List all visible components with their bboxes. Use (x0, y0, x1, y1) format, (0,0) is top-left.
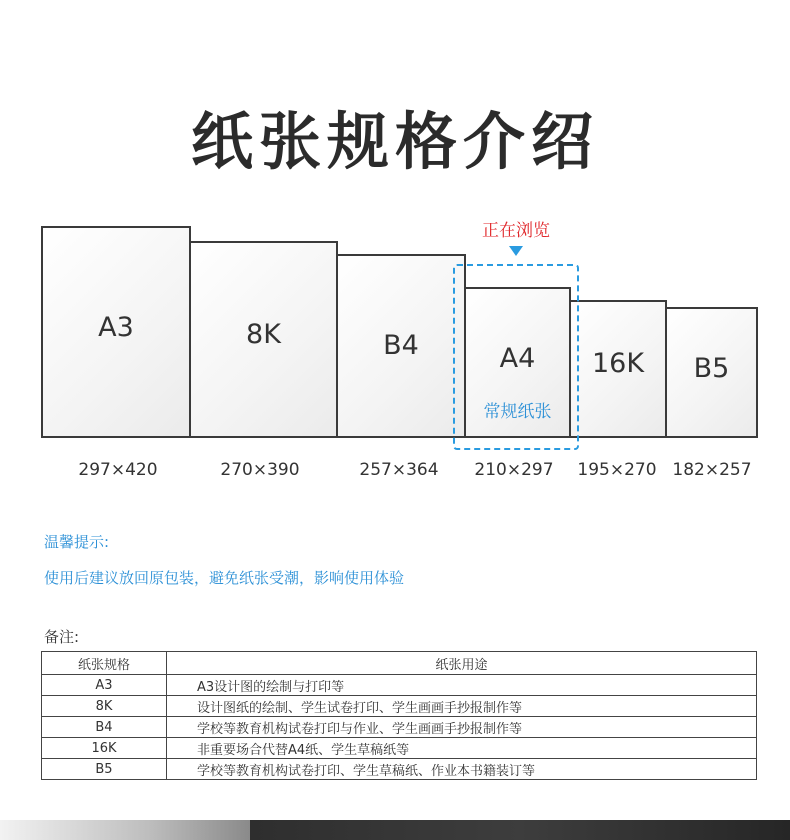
bottom-image-left (0, 820, 250, 840)
bottom-image-right (250, 820, 790, 840)
table-row (42, 717, 757, 738)
dims-a4: 210×297 (474, 460, 554, 480)
paper-16k (569, 300, 667, 438)
paper-b5 (665, 307, 758, 438)
dims-b5: 182×257 (672, 460, 752, 480)
row-spec: B4 (42, 717, 167, 738)
paper-a3 (41, 226, 191, 438)
row-spec: 16K (42, 738, 167, 759)
table-row (42, 675, 757, 696)
table-row (42, 696, 757, 717)
notes-title: 备注: (44, 628, 80, 646)
dims-8k: 270×390 (220, 460, 300, 480)
arrow-down-icon (509, 246, 523, 256)
page-title: 纸张规格介绍 (190, 105, 599, 178)
paper-note: 常规纸张 (483, 402, 552, 422)
paper-label: B5 (693, 353, 730, 384)
paper-b4 (336, 254, 466, 438)
row-spec: A3 (42, 675, 167, 696)
table-row (42, 738, 757, 759)
header-spec: 纸张规格 (42, 652, 167, 675)
spec-table (41, 651, 757, 780)
row-spec: B5 (42, 759, 167, 780)
tips-title: 温馨提示: (44, 533, 110, 551)
row-usage: 设计图纸的绘制、学生试卷打印、学生画画手抄报制作等 (167, 696, 757, 717)
paper-label: A3 (98, 312, 134, 343)
dims-16k: 195×270 (577, 460, 657, 480)
row-usage: 学校等教育机构试卷打印与作业、学生画画手抄报制作等 (167, 717, 757, 738)
dims-a3: 297×420 (78, 460, 158, 480)
highlight-frame (453, 264, 579, 450)
row-usage: A3设计图的绘制与打印等 (167, 675, 757, 696)
dims-b4: 257×364 (359, 460, 439, 480)
tips-text: 使用后建议放回原包装，避免纸张受潮，影响使用体验 (44, 569, 405, 587)
paper-label: 8K (246, 319, 281, 350)
paper-8k (189, 241, 338, 438)
row-spec: 8K (42, 696, 167, 717)
paper-label: A4 (499, 343, 536, 374)
browsing-label: 正在浏览 (482, 221, 550, 241)
header-usage: 纸张用途 (167, 652, 757, 675)
paper-label: 16K (591, 348, 645, 379)
table-row (42, 759, 757, 780)
row-usage: 非重要场合代替A4纸、学生草稿纸等 (167, 738, 757, 759)
table-header-row (42, 652, 757, 675)
row-usage: 学校等教育机构试卷打印、学生草稿纸、作业本书籍装订等 (167, 759, 757, 780)
paper-label: B4 (383, 330, 419, 361)
